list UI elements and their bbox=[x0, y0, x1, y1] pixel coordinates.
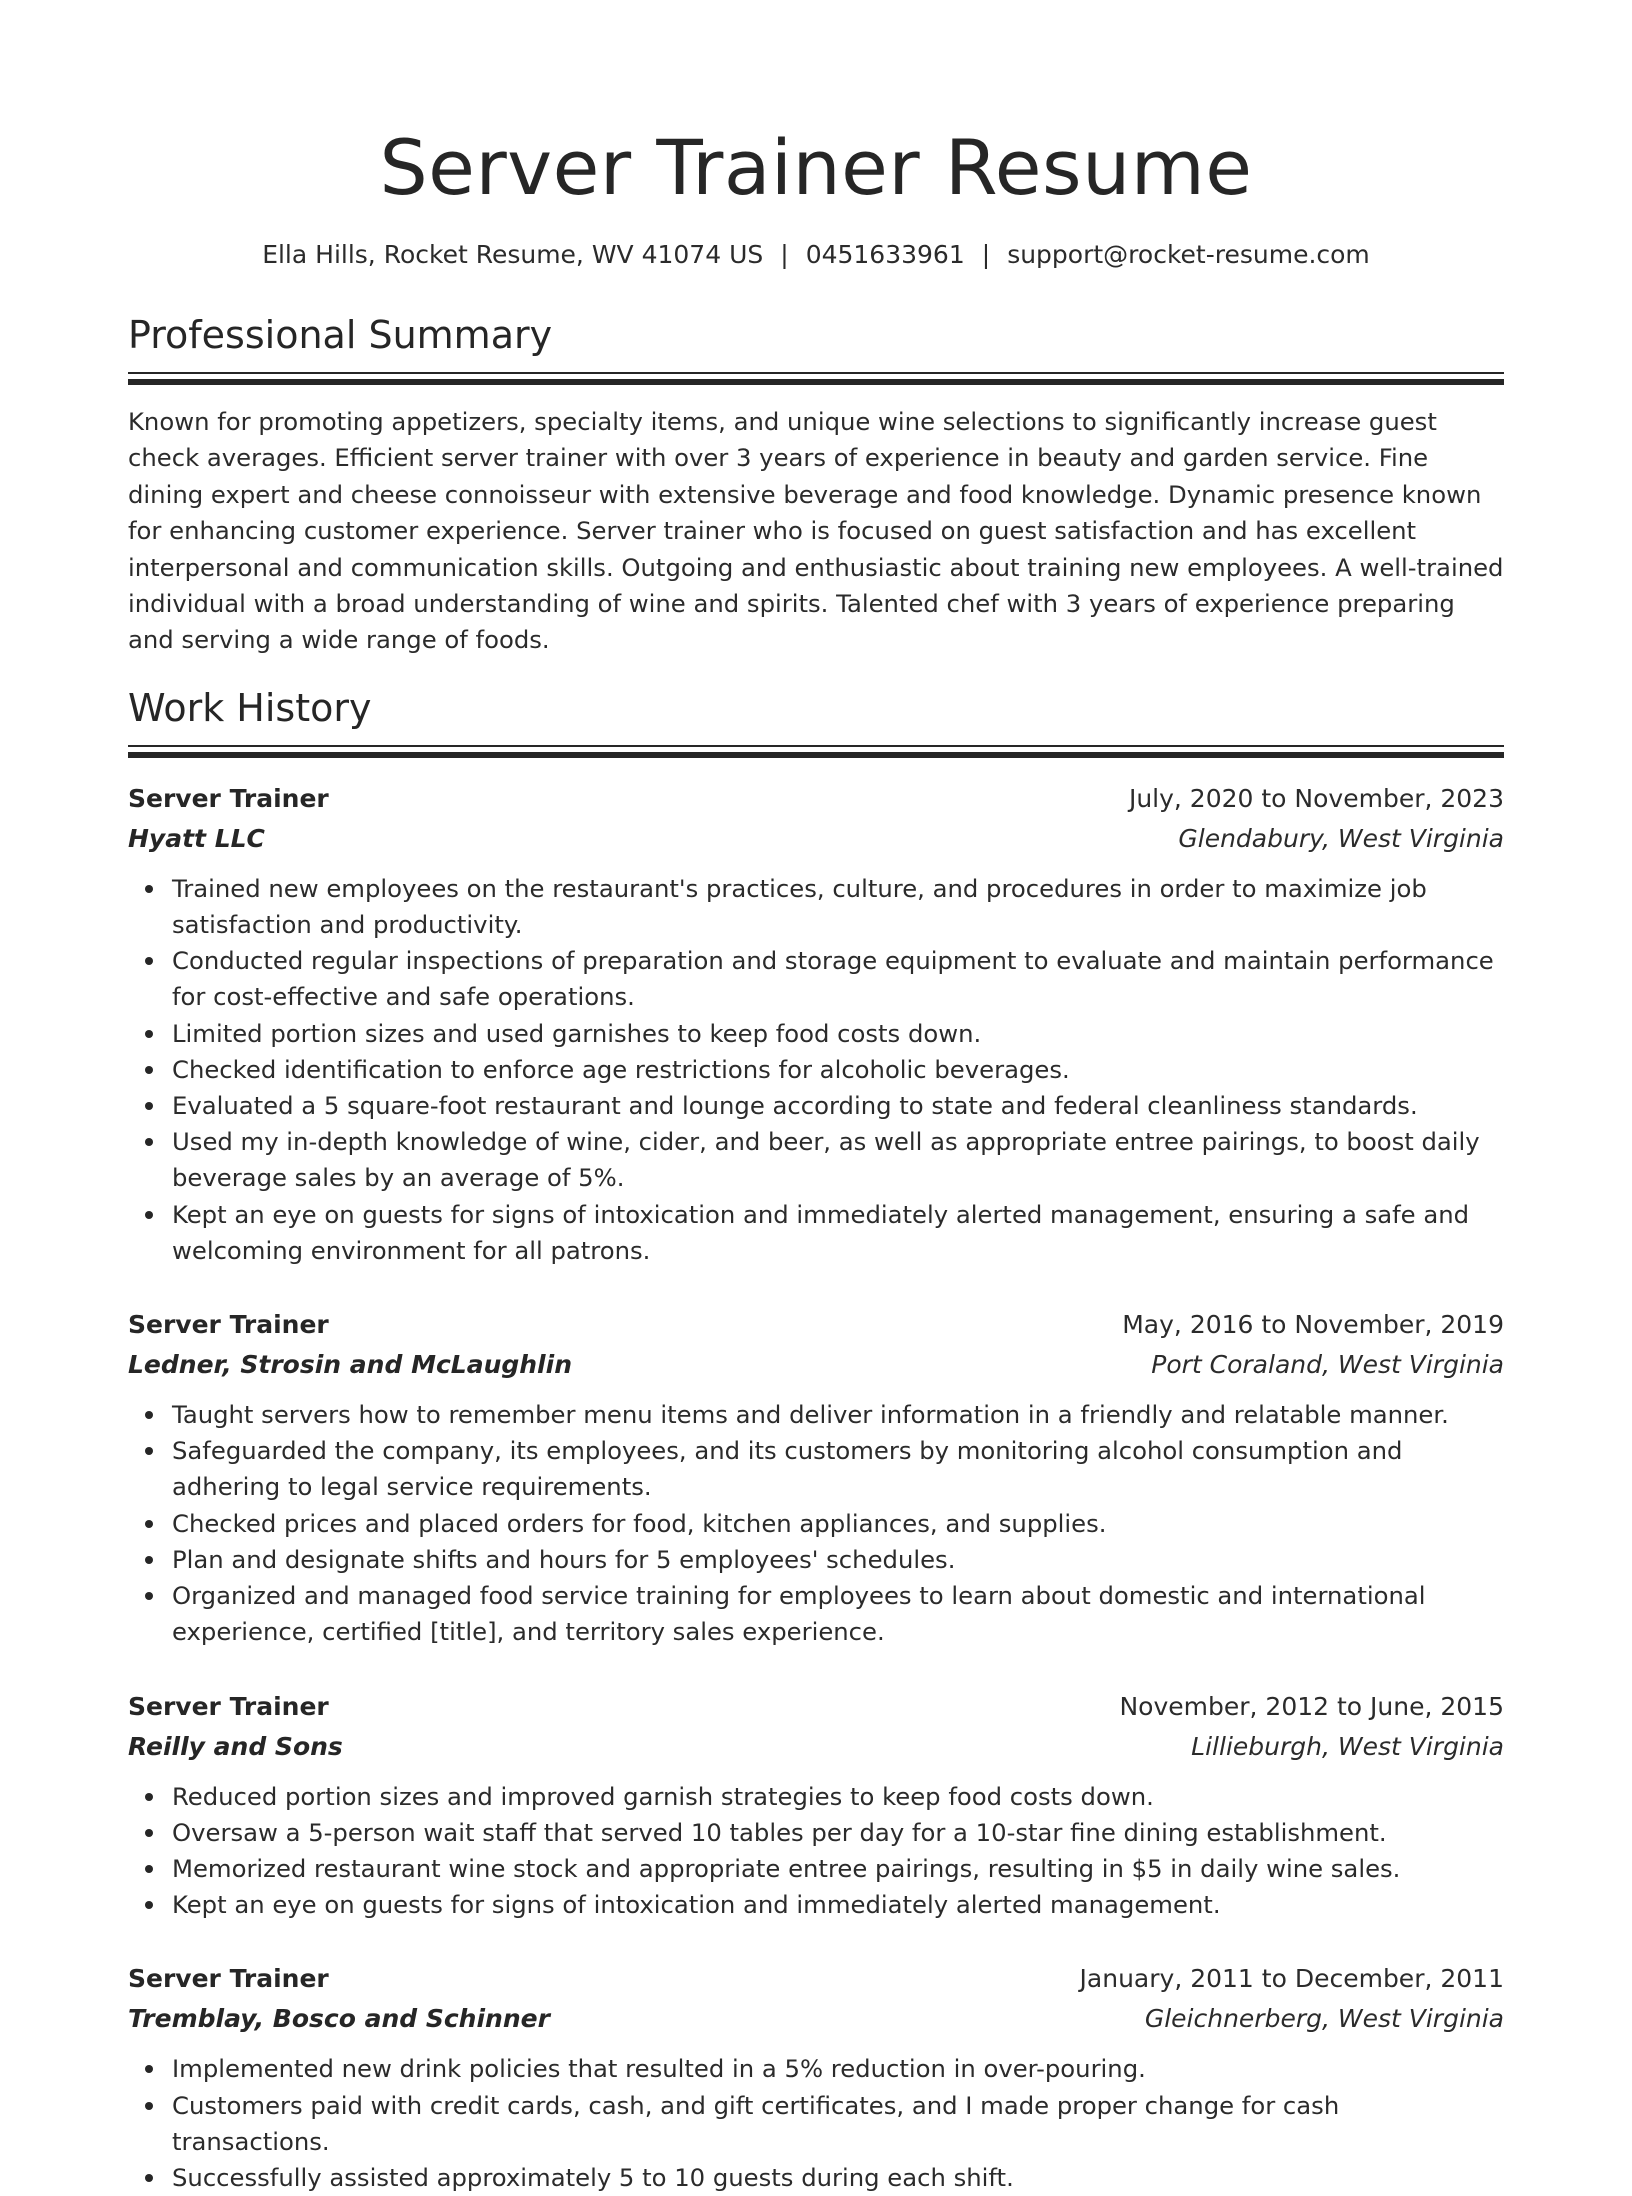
job-location: Glendabury, West Virginia bbox=[1178, 823, 1504, 853]
job-location: Lillieburgh, West Virginia bbox=[1191, 1731, 1504, 1761]
job-company: Hyatt LLC bbox=[128, 823, 265, 853]
job-company: Ledner, Strosin and McLaughlin bbox=[128, 1350, 572, 1380]
contact-email[interactable]: support@rocket-resume.com bbox=[1007, 240, 1370, 269]
job-bullets bbox=[128, 1779, 1504, 1924]
job-bullet: Customers paid with credit cards, cash, and gift certificates, and I made proper change for cash transactions. bbox=[172, 2088, 1504, 2160]
job-bullet: Conducted regular inspections of preparation and storage equipment to evaluate and maintain performance for cost-effective and safe operations. bbox=[172, 943, 1504, 1015]
job-company: Reilly and Sons bbox=[128, 1731, 343, 1761]
job-bullet: Plan and designate shifts and hours for 5 employees' schedules. bbox=[172, 1542, 1504, 1578]
job-entry bbox=[128, 1305, 1504, 1650]
job-bullet: Oversaw a 5-person wait staff that served 10 tables per day for a 10-star fine dining establishment. bbox=[172, 1815, 1504, 1851]
job-bullet: Evaluated a 5 square-foot restaurant and lounge according to state and federal cleanliness standards. bbox=[172, 1088, 1504, 1124]
job-dates: January, 2011 to December, 2011 bbox=[1079, 1964, 1504, 1994]
job-location: Port Coraland, West Virginia bbox=[1151, 1350, 1504, 1380]
summary-text: Known for promoting appetizers, specialty items, and unique wine selections to significantly increase guest check averages. Efficient server trainer with over 3 years of experience in beauty and garden service. Fine dining expert and cheese connoisseur with extensive beverage and food knowledge. Dynamic presence known for enhancing customer experience. Server trainer who is focused on guest satisfaction and has excellent interpersonal and communication skills. Outgoing and enthusiastic about training new employees. A well-trained individual with a broad understanding of wine and spirits. Talented chef with 3 years of experience preparing and serving a wide range of foods. bbox=[128, 407, 1504, 655]
job-bullet: Reduced portion sizes and improved garnish strategies to keep food costs down. bbox=[172, 1779, 1504, 1815]
job-bullets bbox=[128, 871, 1504, 1269]
job-title: Server Trainer bbox=[128, 1964, 329, 1994]
job-bullets bbox=[128, 2051, 1504, 2196]
job-list bbox=[128, 779, 1504, 2196]
contact-address: Ella Hills, Rocket Resume, WV 41074 US bbox=[262, 240, 764, 269]
section-divider bbox=[128, 745, 1504, 757]
job-location: Gleichnerberg, West Virginia bbox=[1144, 2004, 1504, 2034]
job-dates: May, 2016 to November, 2019 bbox=[1122, 1310, 1504, 1340]
job-entry bbox=[128, 779, 1504, 1269]
job-entry bbox=[128, 1959, 1504, 2196]
section-divider bbox=[128, 372, 1504, 384]
contact-separator: | bbox=[981, 240, 991, 269]
job-title: Server Trainer bbox=[128, 1691, 329, 1721]
job-bullet: Memorized restaurant wine stock and appropriate entree pairings, resulting in $5 in daily wine sales. bbox=[172, 1851, 1504, 1887]
resume-title: Server Trainer Resume bbox=[379, 123, 1253, 212]
job-entry bbox=[128, 1687, 1504, 1924]
job-bullet: Implemented new drink policies that resulted in a 5% reduction in over-pouring. bbox=[172, 2051, 1504, 2087]
job-bullets bbox=[128, 1397, 1504, 1650]
job-dates: July, 2020 to November, 2023 bbox=[1128, 783, 1504, 813]
job-bullet: Limited portion sizes and used garnishes to keep food costs down. bbox=[172, 1016, 1504, 1052]
job-title: Server Trainer bbox=[128, 1310, 329, 1340]
job-company: Tremblay, Bosco and Schinner bbox=[128, 2004, 550, 2034]
job-bullet: Checked identification to enforce age restrictions for alcoholic beverages. bbox=[172, 1052, 1504, 1088]
job-title: Server Trainer bbox=[128, 783, 329, 813]
job-bullet: Trained new employees on the restaurant's practices, culture, and procedures in order to maximize job satisfaction and productivity. bbox=[172, 871, 1504, 943]
job-dates: November, 2012 to June, 2015 bbox=[1119, 1691, 1504, 1721]
job-bullet: Safeguarded the company, its employees, and its customers by monitoring alcohol consumption and adhering to legal service requirements. bbox=[172, 1433, 1504, 1505]
contact-phone: 0451633961 bbox=[805, 240, 965, 269]
job-bullet: Checked prices and placed orders for food, kitchen appliances, and supplies. bbox=[172, 1506, 1504, 1542]
job-bullet: Successfully assisted approximately 5 to 10 guests during each shift. bbox=[172, 2160, 1504, 2196]
contact-separator: | bbox=[780, 240, 789, 269]
job-bullet: Used my in-depth knowledge of wine, cider, and beer, as well as appropriate entree pairings, to boost daily beverage sales by an average of 5%. bbox=[172, 1124, 1504, 1196]
contact-line bbox=[128, 238, 1504, 272]
summary-heading: Professional Summary bbox=[128, 313, 553, 357]
job-bullet: Taught servers how to remember menu items and deliver information in a friendly and relatable manner. bbox=[172, 1397, 1504, 1433]
work-history-heading: Work History bbox=[128, 685, 372, 730]
job-bullet: Organized and managed food service training for employees to learn about domestic and international experience, certified [title], and territory sales experience. bbox=[172, 1578, 1504, 1650]
job-bullet: Kept an eye on guests for signs of intoxication and immediately alerted management. bbox=[172, 1887, 1504, 1923]
job-bullet: Kept an eye on guests for signs of intoxication and immediately alerted management, ensuring a safe and welcoming environment for all patrons. bbox=[172, 1197, 1504, 1269]
